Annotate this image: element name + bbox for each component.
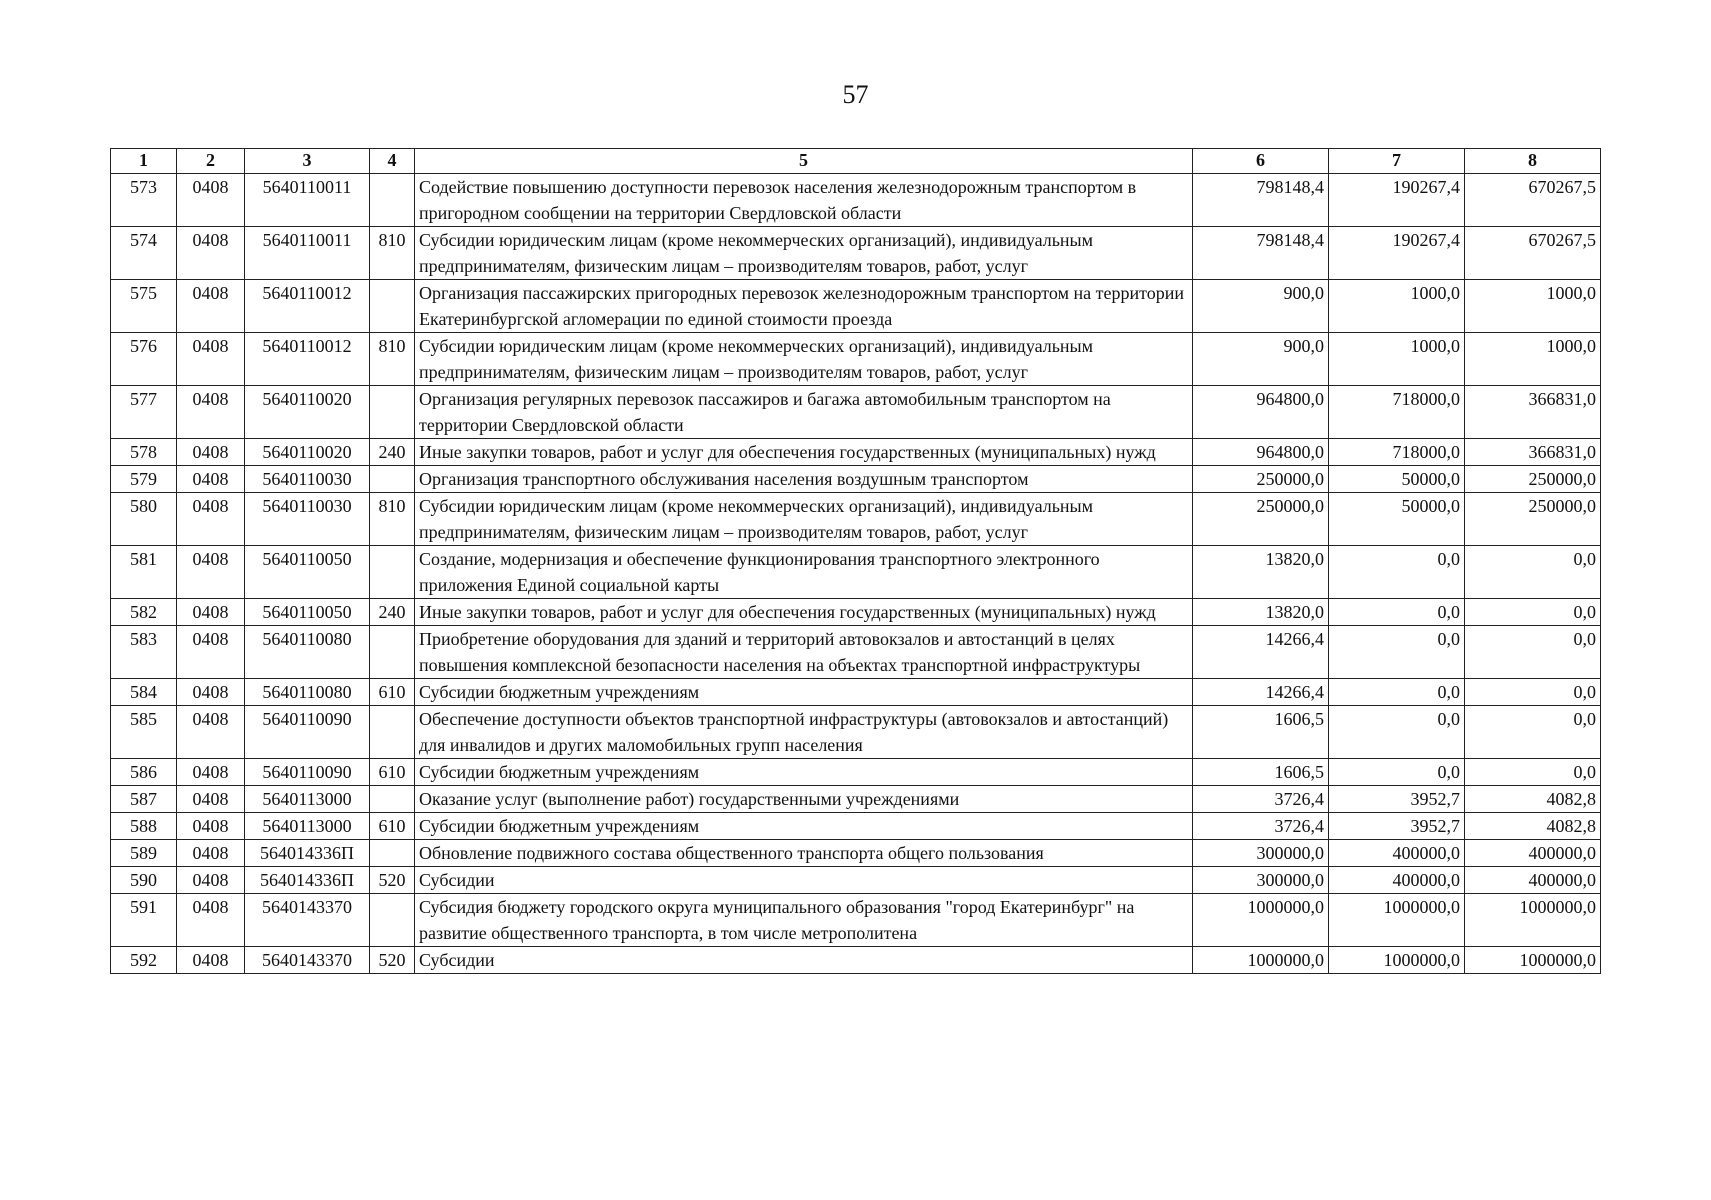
amount-col-7: 718000,0: [1329, 386, 1465, 439]
row-number: 585: [111, 706, 177, 759]
amount-col-7: 0,0: [1329, 599, 1465, 626]
target-article-code: 5640110090: [245, 759, 370, 786]
item-name: Субсидия бюджету городского округа муниципального образования "город Екатеринбург" на развитие общественного транспорта, в том числе метрополитена: [415, 894, 1193, 947]
expense-type-code: 240: [370, 599, 415, 626]
amount-col-6: 964800,0: [1193, 386, 1329, 439]
table-row: [111, 759, 1601, 786]
section-code: 0408: [177, 813, 245, 840]
expense-type-code: 810: [370, 227, 415, 280]
item-name: Приобретение оборудования для зданий и территорий автовокзалов и автостанций в целях повышения комплексной безопасности населения на объектах транспортной инфраструктуры: [415, 626, 1193, 679]
table-row: [111, 947, 1601, 974]
expense-type-code: [370, 466, 415, 493]
target-article-code: 5640110012: [245, 280, 370, 333]
section-code: 0408: [177, 867, 245, 894]
header-row: [111, 149, 1601, 174]
amount-col-7: 0,0: [1329, 626, 1465, 679]
amount-col-7: 400000,0: [1329, 840, 1465, 867]
expense-type-code: 810: [370, 333, 415, 386]
amount-col-7: 190267,4: [1329, 227, 1465, 280]
amount-col-7: 400000,0: [1329, 867, 1465, 894]
table-row: [111, 786, 1601, 813]
page-number: 57: [842, 80, 869, 109]
header-cell: 3: [245, 149, 370, 174]
amount-col-8: 670267,5: [1465, 174, 1601, 227]
amount-col-8: 1000000,0: [1465, 947, 1601, 974]
item-name: Организация регулярных перевозок пассажиров и багажа автомобильным транспортом на территории Свердловской области: [415, 386, 1193, 439]
amount-col-7: 3952,7: [1329, 813, 1465, 840]
amount-col-6: 3726,4: [1193, 786, 1329, 813]
section-code: 0408: [177, 466, 245, 493]
amount-col-7: 1000,0: [1329, 280, 1465, 333]
section-code: 0408: [177, 546, 245, 599]
amount-col-8: 670267,5: [1465, 227, 1601, 280]
table-row: [111, 174, 1601, 227]
amount-col-6: 1606,5: [1193, 706, 1329, 759]
item-name: Иные закупки товаров, работ и услуг для обеспечения государственных (муниципальных) нужд: [415, 439, 1193, 466]
table-row: [111, 679, 1601, 706]
amount-col-6: 250000,0: [1193, 493, 1329, 546]
row-number: 580: [111, 493, 177, 546]
table-row: [111, 599, 1601, 626]
table-row: [111, 546, 1601, 599]
target-article-code: 5640143370: [245, 947, 370, 974]
amount-col-8: 400000,0: [1465, 867, 1601, 894]
expense-type-code: 240: [370, 439, 415, 466]
item-name: Обновление подвижного состава общественного транспорта общего пользования: [415, 840, 1193, 867]
amount-col-6: 1606,5: [1193, 759, 1329, 786]
section-code: 0408: [177, 706, 245, 759]
expense-type-code: 520: [370, 867, 415, 894]
amount-col-7: 0,0: [1329, 546, 1465, 599]
item-name: Иные закупки товаров, работ и услуг для обеспечения государственных (муниципальных) нужд: [415, 599, 1193, 626]
amount-col-8: 0,0: [1465, 706, 1601, 759]
row-number: 581: [111, 546, 177, 599]
row-number: 577: [111, 386, 177, 439]
header-cell: 4: [370, 149, 415, 174]
expense-type-code: [370, 894, 415, 947]
amount-col-8: 1000,0: [1465, 333, 1601, 386]
row-number: 583: [111, 626, 177, 679]
item-name: Субсидии бюджетным учреждениям: [415, 679, 1193, 706]
amount-col-8: 0,0: [1465, 599, 1601, 626]
expense-type-code: [370, 280, 415, 333]
row-number: 589: [111, 840, 177, 867]
amount-col-7: 190267,4: [1329, 174, 1465, 227]
expense-type-code: [370, 546, 415, 599]
item-name: Организация транспортного обслуживания населения воздушным транспортом: [415, 466, 1193, 493]
target-article-code: 5640110080: [245, 679, 370, 706]
amount-col-8: 4082,8: [1465, 813, 1601, 840]
amount-col-6: 13820,0: [1193, 546, 1329, 599]
section-code: 0408: [177, 333, 245, 386]
row-number: 591: [111, 894, 177, 947]
section-code: 0408: [177, 280, 245, 333]
amount-col-8: 0,0: [1465, 626, 1601, 679]
section-code: 0408: [177, 894, 245, 947]
table-row: [111, 626, 1601, 679]
amount-col-7: 1000,0: [1329, 333, 1465, 386]
item-name: Организация пассажирских пригородных перевозок железнодорожным транспортом на территории Екатеринбургской агломерации по единой стоимости проезда: [415, 280, 1193, 333]
amount-col-6: 300000,0: [1193, 867, 1329, 894]
target-article-code: 5640110012: [245, 333, 370, 386]
expense-type-code: 610: [370, 759, 415, 786]
row-number: 582: [111, 599, 177, 626]
row-number: 588: [111, 813, 177, 840]
section-code: 0408: [177, 174, 245, 227]
amount-col-6: 900,0: [1193, 333, 1329, 386]
amount-col-7: 0,0: [1329, 679, 1465, 706]
table-row: [111, 894, 1601, 947]
header-cell: 8: [1465, 149, 1601, 174]
row-number: 575: [111, 280, 177, 333]
amount-col-7: 3952,7: [1329, 786, 1465, 813]
amount-col-8: 4082,8: [1465, 786, 1601, 813]
amount-col-6: 798148,4: [1193, 174, 1329, 227]
expense-type-code: [370, 386, 415, 439]
amount-col-8: 250000,0: [1465, 466, 1601, 493]
amount-col-7: 50000,0: [1329, 466, 1465, 493]
item-name: Субсидии юридическим лицам (кроме некоммерческих организаций), индивидуальным предпринимателям, физическим лицам – производителям товаров, работ, услуг: [415, 227, 1193, 280]
amount-col-6: 300000,0: [1193, 840, 1329, 867]
header-cell: 5: [415, 149, 1193, 174]
expense-type-code: [370, 174, 415, 227]
amount-col-6: 14266,4: [1193, 626, 1329, 679]
row-number: 586: [111, 759, 177, 786]
section-code: 0408: [177, 786, 245, 813]
table-row: [111, 227, 1601, 280]
item-name: Субсидии юридическим лицам (кроме некоммерческих организаций), индивидуальным предпринимателям, физическим лицам – производителям товаров, работ, услуг: [415, 493, 1193, 546]
expense-type-code: 610: [370, 813, 415, 840]
item-name: Субсидии бюджетным учреждениям: [415, 813, 1193, 840]
amount-col-7: 0,0: [1329, 706, 1465, 759]
section-code: 0408: [177, 227, 245, 280]
target-article-code: 564014336П: [245, 840, 370, 867]
header-cell: 6: [1193, 149, 1329, 174]
budget-table: [110, 148, 1601, 974]
target-article-code: 564014336П: [245, 867, 370, 894]
table-row: [111, 439, 1601, 466]
section-code: 0408: [177, 439, 245, 466]
amount-col-8: 250000,0: [1465, 493, 1601, 546]
row-number: 576: [111, 333, 177, 386]
amount-col-6: 900,0: [1193, 280, 1329, 333]
header-cell: 1: [111, 149, 177, 174]
expense-type-code: [370, 840, 415, 867]
section-code: 0408: [177, 599, 245, 626]
amount-col-6: 798148,4: [1193, 227, 1329, 280]
section-code: 0408: [177, 947, 245, 974]
item-name: Обеспечение доступности объектов транспортной инфраструктуры (автовокзалов и автостанций) для инвалидов и других маломобильных групп населения: [415, 706, 1193, 759]
section-code: 0408: [177, 493, 245, 546]
table-row: [111, 840, 1601, 867]
expense-type-code: 610: [370, 679, 415, 706]
section-code: 0408: [177, 840, 245, 867]
amount-col-8: 1000,0: [1465, 280, 1601, 333]
expense-type-code: [370, 626, 415, 679]
amount-col-6: 964800,0: [1193, 439, 1329, 466]
table-row: [111, 280, 1601, 333]
target-article-code: 5640110090: [245, 706, 370, 759]
amount-col-6: 3726,4: [1193, 813, 1329, 840]
table-row: [111, 333, 1601, 386]
amount-col-8: 0,0: [1465, 759, 1601, 786]
row-number: 578: [111, 439, 177, 466]
section-code: 0408: [177, 759, 245, 786]
expense-type-code: 810: [370, 493, 415, 546]
table-row: [111, 813, 1601, 840]
amount-col-8: 0,0: [1465, 679, 1601, 706]
header-cell: 2: [177, 149, 245, 174]
amount-col-8: 366831,0: [1465, 386, 1601, 439]
target-article-code: 5640110050: [245, 546, 370, 599]
item-name: Субсидии: [415, 947, 1193, 974]
amount-col-6: 14266,4: [1193, 679, 1329, 706]
table-row: [111, 706, 1601, 759]
target-article-code: 5640110050: [245, 599, 370, 626]
row-number: 592: [111, 947, 177, 974]
target-article-code: 5640113000: [245, 786, 370, 813]
amount-col-6: 1000000,0: [1193, 947, 1329, 974]
item-name: Субсидии юридическим лицам (кроме некоммерческих организаций), индивидуальным предпринимателям, физическим лицам – производителям товаров, работ, услуг: [415, 333, 1193, 386]
row-number: 590: [111, 867, 177, 894]
target-article-code: 5640110080: [245, 626, 370, 679]
amount-col-8: 1000000,0: [1465, 894, 1601, 947]
amount-col-6: 250000,0: [1193, 466, 1329, 493]
target-article-code: 5640113000: [245, 813, 370, 840]
amount-col-6: 13820,0: [1193, 599, 1329, 626]
item-name: Субсидии бюджетным учреждениям: [415, 759, 1193, 786]
item-name: Содействие повышению доступности перевозок населения железнодорожным транспортом в пригородном сообщении на территории Свердловской области: [415, 174, 1193, 227]
amount-col-8: 0,0: [1465, 546, 1601, 599]
amount-col-7: 0,0: [1329, 759, 1465, 786]
amount-col-7: 1000000,0: [1329, 894, 1465, 947]
section-code: 0408: [177, 626, 245, 679]
table-row: [111, 493, 1601, 546]
target-article-code: 5640143370: [245, 894, 370, 947]
amount-col-7: 718000,0: [1329, 439, 1465, 466]
header-cell: 7: [1329, 149, 1465, 174]
row-number: 587: [111, 786, 177, 813]
section-code: 0408: [177, 386, 245, 439]
target-article-code: 5640110030: [245, 493, 370, 546]
target-article-code: 5640110011: [245, 227, 370, 280]
expense-type-code: [370, 706, 415, 759]
table-row: [111, 386, 1601, 439]
amount-col-8: 366831,0: [1465, 439, 1601, 466]
item-name: Субсидии: [415, 867, 1193, 894]
target-article-code: 5640110011: [245, 174, 370, 227]
section-code: 0408: [177, 679, 245, 706]
item-name: Оказание услуг (выполнение работ) государственными учреждениями: [415, 786, 1193, 813]
expense-type-code: 520: [370, 947, 415, 974]
amount-col-6: 1000000,0: [1193, 894, 1329, 947]
row-number: 573: [111, 174, 177, 227]
amount-col-8: 400000,0: [1465, 840, 1601, 867]
amount-col-7: 50000,0: [1329, 493, 1465, 546]
amount-col-7: 1000000,0: [1329, 947, 1465, 974]
row-number: 579: [111, 466, 177, 493]
target-article-code: 5640110020: [245, 386, 370, 439]
row-number: 584: [111, 679, 177, 706]
table-row: [111, 466, 1601, 493]
row-number: 574: [111, 227, 177, 280]
item-name: Создание, модернизация и обеспечение функционирования транспортного электронного приложения Единой социальной карты: [415, 546, 1193, 599]
expense-type-code: [370, 786, 415, 813]
table-row: [111, 867, 1601, 894]
target-article-code: 5640110030: [245, 466, 370, 493]
target-article-code: 5640110020: [245, 439, 370, 466]
